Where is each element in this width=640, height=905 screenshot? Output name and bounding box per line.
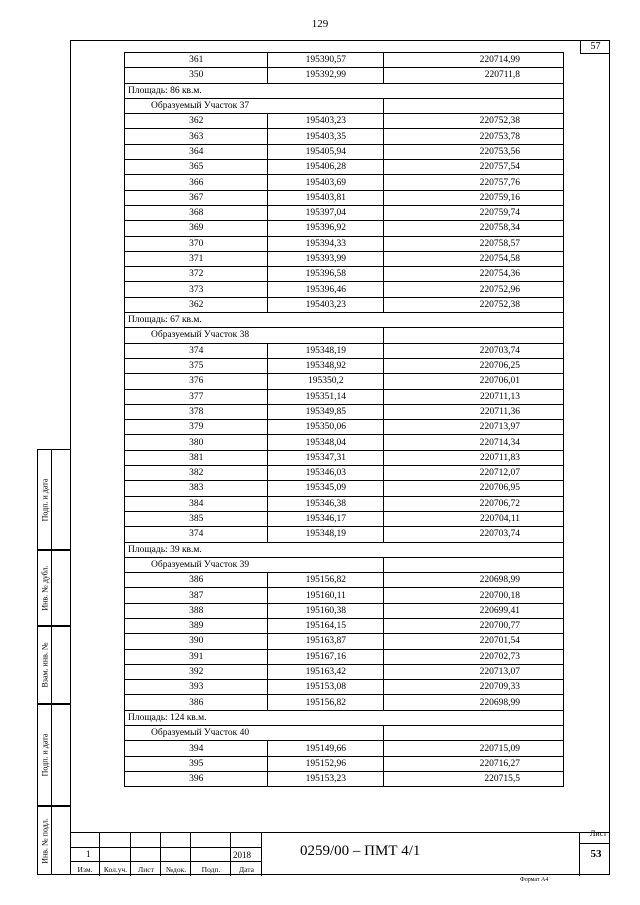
y-coordinate: 220713,97 xyxy=(384,420,564,435)
table-row xyxy=(125,144,564,159)
x-coordinate: 195403,81 xyxy=(268,190,384,205)
x-coordinate: 195350,2 xyxy=(268,374,384,389)
point-number: 390 xyxy=(125,634,268,649)
table-row xyxy=(125,466,564,481)
table-row xyxy=(125,404,564,419)
section-title: Образуемый Участок 40 xyxy=(125,726,384,741)
point-number: 371 xyxy=(125,251,268,266)
x-coordinate: 195392,99 xyxy=(268,68,384,83)
y-coordinate: 220757,76 xyxy=(384,175,564,190)
stamp-label: Инв. № подл. xyxy=(40,817,49,864)
table-row xyxy=(125,68,564,83)
x-coordinate: 195156,82 xyxy=(268,573,384,588)
x-coordinate: 195164,15 xyxy=(268,618,384,633)
point-number: 375 xyxy=(125,358,268,373)
point-number: 374 xyxy=(125,343,268,358)
y-coordinate: 220715,5 xyxy=(384,771,564,786)
table-row xyxy=(125,649,564,664)
point-number: 378 xyxy=(125,404,268,419)
empty-cell xyxy=(384,98,564,113)
x-coordinate: 195351,14 xyxy=(268,389,384,404)
header-ndok: №док. xyxy=(165,865,187,874)
point-number: 370 xyxy=(125,236,268,251)
table-row xyxy=(125,680,564,695)
x-coordinate: 195163,87 xyxy=(268,634,384,649)
stamp-inv-podl xyxy=(37,806,71,875)
stamp-label: Взам. инв. № xyxy=(40,642,49,688)
section-row xyxy=(125,328,564,343)
x-coordinate: 195153,08 xyxy=(268,680,384,695)
table-row xyxy=(125,343,564,358)
x-coordinate: 195394,33 xyxy=(268,236,384,251)
area-label: Площадь: 67 кв.м. xyxy=(125,313,564,328)
section-title: Образуемый Участок 39 xyxy=(125,557,384,572)
x-coordinate: 195397,04 xyxy=(268,205,384,220)
table-row xyxy=(125,634,564,649)
list-label: Лист xyxy=(590,829,607,838)
section-title: Образуемый Участок 37 xyxy=(125,98,384,113)
table-row xyxy=(125,771,564,786)
table-row xyxy=(125,389,564,404)
point-number: 374 xyxy=(125,527,268,542)
y-coordinate: 220706,95 xyxy=(384,481,564,496)
point-number: 373 xyxy=(125,282,268,297)
point-number: 384 xyxy=(125,496,268,511)
y-coordinate: 220706,01 xyxy=(384,374,564,389)
point-number: 381 xyxy=(125,450,268,465)
area-label: Площадь: 86 кв.м. xyxy=(125,83,564,98)
x-coordinate: 195152,96 xyxy=(268,756,384,771)
point-number: 362 xyxy=(125,297,268,312)
empty-cell xyxy=(384,557,564,572)
table-row xyxy=(125,573,564,588)
stamp-label: Инв. № дубл. xyxy=(40,565,49,611)
table-row xyxy=(125,160,564,175)
table-row xyxy=(125,603,564,618)
point-number: 389 xyxy=(125,618,268,633)
y-coordinate: 220704,11 xyxy=(384,511,564,526)
y-coordinate: 220754,36 xyxy=(384,267,564,282)
y-coordinate: 220703,74 xyxy=(384,527,564,542)
y-coordinate: 220698,99 xyxy=(384,695,564,710)
y-coordinate: 220700,18 xyxy=(384,588,564,603)
table-row xyxy=(125,374,564,389)
point-number: 394 xyxy=(125,741,268,756)
area-row xyxy=(125,313,564,328)
stamp-vzam-inv xyxy=(37,626,71,704)
x-coordinate: 195348,92 xyxy=(268,358,384,373)
x-coordinate: 195346,17 xyxy=(268,511,384,526)
point-number: 365 xyxy=(125,160,268,175)
point-number: 363 xyxy=(125,129,268,144)
document-code: 0259/00 – ПМТ 4/1 xyxy=(300,843,421,859)
x-coordinate: 195346,03 xyxy=(268,466,384,481)
y-coordinate: 220699,41 xyxy=(384,603,564,618)
area-row xyxy=(125,83,564,98)
x-coordinate: 195396,92 xyxy=(268,221,384,236)
x-coordinate: 195405,94 xyxy=(268,144,384,159)
x-coordinate: 195348,19 xyxy=(268,527,384,542)
area-row xyxy=(125,710,564,725)
y-coordinate: 220701,54 xyxy=(384,634,564,649)
x-coordinate: 195163,42 xyxy=(268,664,384,679)
y-coordinate: 220714,34 xyxy=(384,435,564,450)
point-number: 393 xyxy=(125,680,268,695)
point-number: 364 xyxy=(125,144,268,159)
x-coordinate: 195156,82 xyxy=(268,695,384,710)
point-number: 383 xyxy=(125,481,268,496)
table-row xyxy=(125,511,564,526)
table-row xyxy=(125,53,564,68)
x-coordinate: 195160,11 xyxy=(268,588,384,603)
x-coordinate: 195390,57 xyxy=(268,53,384,68)
point-number: 386 xyxy=(125,573,268,588)
y-coordinate: 220706,72 xyxy=(384,496,564,511)
x-coordinate: 195403,35 xyxy=(268,129,384,144)
y-coordinate: 220711,83 xyxy=(384,450,564,465)
y-coordinate: 220759,16 xyxy=(384,190,564,205)
table-row xyxy=(125,297,564,312)
y-coordinate: 220711,8 xyxy=(384,68,564,83)
x-coordinate: 195393,99 xyxy=(268,251,384,266)
x-coordinate: 195403,23 xyxy=(268,297,384,312)
point-number: 395 xyxy=(125,756,268,771)
table-row xyxy=(125,496,564,511)
y-coordinate: 220757,54 xyxy=(384,160,564,175)
y-coordinate: 220711,13 xyxy=(384,389,564,404)
table-row xyxy=(125,695,564,710)
empty-cell xyxy=(384,328,564,343)
coordinates-table xyxy=(124,52,564,787)
point-number: 382 xyxy=(125,466,268,481)
table-row xyxy=(125,664,564,679)
x-coordinate: 195396,46 xyxy=(268,282,384,297)
point-number: 361 xyxy=(125,53,268,68)
table-row xyxy=(125,756,564,771)
y-coordinate: 220709,33 xyxy=(384,680,564,695)
point-number: 379 xyxy=(125,420,268,435)
table-row xyxy=(125,741,564,756)
point-number: 369 xyxy=(125,221,268,236)
y-coordinate: 220698,99 xyxy=(384,573,564,588)
table-row xyxy=(125,236,564,251)
stamp-label: Подп. и дата xyxy=(40,733,49,777)
y-coordinate: 220711,36 xyxy=(384,404,564,419)
table-row xyxy=(125,588,564,603)
header-kol-uch: Кол.уч. xyxy=(103,865,128,874)
point-number: 380 xyxy=(125,435,268,450)
y-coordinate: 220752,38 xyxy=(384,297,564,312)
x-coordinate: 195403,23 xyxy=(268,114,384,129)
x-coordinate: 195396,58 xyxy=(268,267,384,282)
x-coordinate: 195350,06 xyxy=(268,420,384,435)
header-podp: Подп. xyxy=(201,865,221,874)
y-coordinate: 220758,57 xyxy=(384,236,564,251)
stamp-inv-dubl xyxy=(37,550,71,626)
point-number: 376 xyxy=(125,374,268,389)
y-coordinate: 220759,74 xyxy=(384,205,564,220)
y-coordinate: 220702,73 xyxy=(384,649,564,664)
point-number: 372 xyxy=(125,267,268,282)
x-coordinate: 195149,66 xyxy=(268,741,384,756)
page-number: 129 xyxy=(311,18,329,30)
section-row xyxy=(125,726,564,741)
y-coordinate: 220752,38 xyxy=(384,114,564,129)
format-label: Формат А4 xyxy=(520,877,549,883)
section-title: Образуемый Участок 38 xyxy=(125,328,384,343)
table-row xyxy=(125,618,564,633)
x-coordinate: 195406,28 xyxy=(268,160,384,175)
point-number: 377 xyxy=(125,389,268,404)
y-coordinate: 220700,77 xyxy=(384,618,564,633)
x-coordinate: 195349,85 xyxy=(268,404,384,419)
table-row xyxy=(125,175,564,190)
y-coordinate: 220752,96 xyxy=(384,282,564,297)
table-row xyxy=(125,251,564,266)
stamp-label: Подп. и дата xyxy=(40,478,49,521)
y-coordinate: 220706,25 xyxy=(384,358,564,373)
point-number: 367 xyxy=(125,190,268,205)
stamp-podp-data-2 xyxy=(37,704,71,806)
table-row xyxy=(125,205,564,220)
area-row xyxy=(125,542,564,557)
y-coordinate: 220714,99 xyxy=(384,53,564,68)
y-coordinate: 220703,74 xyxy=(384,343,564,358)
point-number: 350 xyxy=(125,68,268,83)
section-row xyxy=(125,557,564,572)
x-coordinate: 195347,31 xyxy=(268,450,384,465)
point-number: 366 xyxy=(125,175,268,190)
y-coordinate: 220715,09 xyxy=(384,741,564,756)
point-number: 396 xyxy=(125,771,268,786)
x-coordinate: 195403,69 xyxy=(268,175,384,190)
x-coordinate: 195153,23 xyxy=(268,771,384,786)
point-number: 392 xyxy=(125,664,268,679)
stamp-podp-data-1 xyxy=(37,449,71,550)
area-label: Площадь: 39 кв.м. xyxy=(125,542,564,557)
point-number: 385 xyxy=(125,511,268,526)
y-coordinate: 220758,34 xyxy=(384,221,564,236)
izm-value: 1 xyxy=(86,849,91,859)
y-coordinate: 220754,58 xyxy=(384,251,564,266)
point-number: 368 xyxy=(125,205,268,220)
sheet-corner-number: 57 xyxy=(580,40,610,54)
table-row xyxy=(125,481,564,496)
x-coordinate: 195348,04 xyxy=(268,435,384,450)
point-number: 388 xyxy=(125,603,268,618)
y-coordinate: 220753,56 xyxy=(384,144,564,159)
y-coordinate: 220712,07 xyxy=(384,466,564,481)
table-row xyxy=(125,267,564,282)
section-row xyxy=(125,98,564,113)
point-number: 362 xyxy=(125,114,268,129)
header-list: Лист xyxy=(138,865,154,874)
x-coordinate: 195345,09 xyxy=(268,481,384,496)
list-number: 53 xyxy=(590,848,602,860)
point-number: 387 xyxy=(125,588,268,603)
empty-cell xyxy=(384,726,564,741)
point-number: 391 xyxy=(125,649,268,664)
header-izm: Изм. xyxy=(77,865,93,874)
table-row xyxy=(125,527,564,542)
header-data: Дата xyxy=(239,865,254,874)
table-row xyxy=(125,114,564,129)
x-coordinate: 195346,38 xyxy=(268,496,384,511)
year-value: 2018 xyxy=(233,850,251,860)
x-coordinate: 195348,19 xyxy=(268,343,384,358)
table-row xyxy=(125,450,564,465)
area-label: Площадь: 124 кв.м. xyxy=(125,710,564,725)
table-row xyxy=(125,358,564,373)
point-number: 386 xyxy=(125,695,268,710)
x-coordinate: 195167,16 xyxy=(268,649,384,664)
y-coordinate: 220713,07 xyxy=(384,664,564,679)
x-coordinate: 195160,38 xyxy=(268,603,384,618)
y-coordinate: 220716,27 xyxy=(384,756,564,771)
table-row xyxy=(125,420,564,435)
table-row xyxy=(125,435,564,450)
table-row xyxy=(125,221,564,236)
table-row xyxy=(125,282,564,297)
y-coordinate: 220753,78 xyxy=(384,129,564,144)
table-row xyxy=(125,129,564,144)
table-row xyxy=(125,190,564,205)
